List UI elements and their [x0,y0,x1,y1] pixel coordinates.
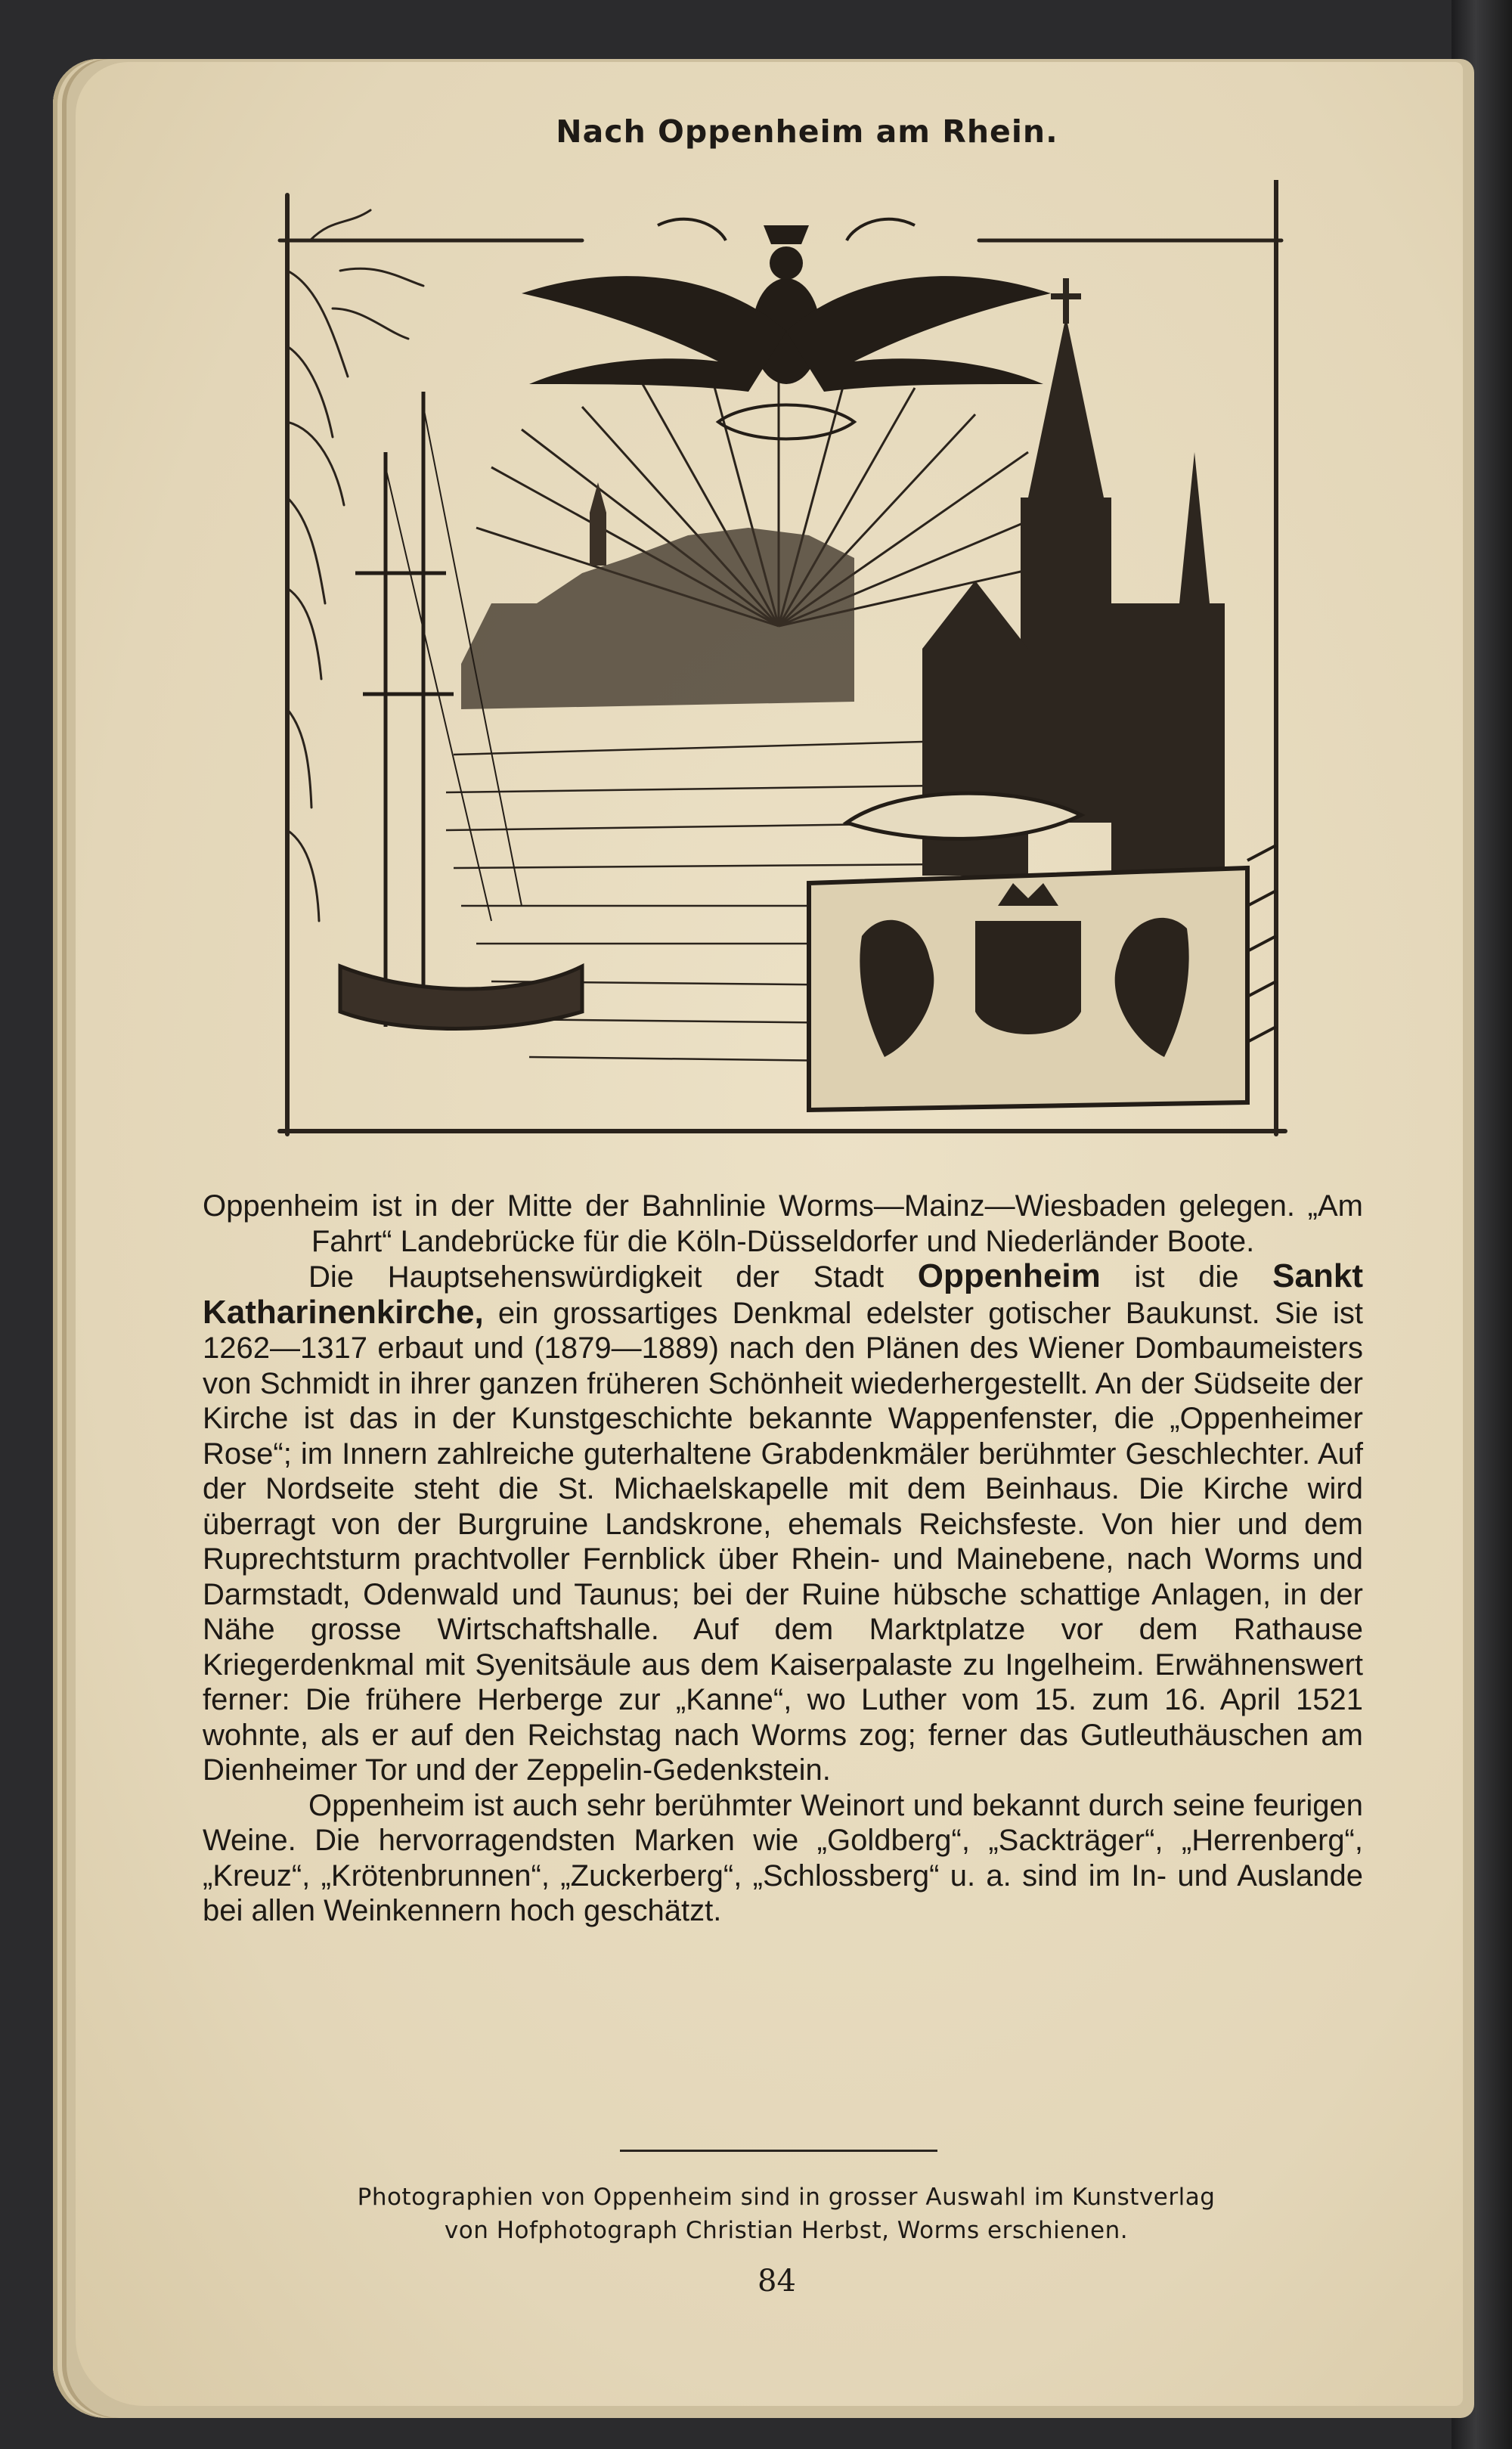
credit-line-2: von Hofphotograph Christian Herbst, Worms erschienen. [444,2217,1129,2244]
paragraph-katharinenkirche [203,1259,1363,1788]
p2-body: ein grossartiges Denkmal edelster gotischer Baukunst. Sie ist 1262—1317 erbaut und (1879—1889) nach den Plänen des Wiener Dombaumeisters von Schmidt in ihrer ganzen früheren Schönheit wiederhergestellt. An der Südseite der Kirche ist das in der Kunstgeschichte bekannte Wappenfenster, die „Oppenheimer Rose“; im Innern zahlreiche guterhaltene Grabdenkmäler berühmter Geschlechter. Auf der Nordseite steht die St. Michaelskapelle mit dem Beinhaus. Die Kirche wird überragt von der Burgruine Landskrone, ehemals Reichsfeste. Von hier und dem Ruprechtsturm prachtvoller Fernblick über Rhein- und Mainebene, nach Worms und Darmstadt, Odenwald und Taunus; bei der Ruine hübsche schattige Anlagen, in der Nähe grosse Wirtschaftshalle. Auf dem Marktplatze vor dem Rathause Kriegerdenkmal mit Syenitsäule aus dem Kaiserpalaste zu Ingelheim. Erwähnenswert ferner: Die frühere Herberge zur „Kanne“, wo Luther vom 15. zum 16. April 1521 wohnte, als er auf den Reichstag nach Worms zog; ferner das Gutleuthäuschen am Dienheimer Tor und der Zeppelin-Gedenkstein. [203,1296,1363,1787]
paragraph-wine: Oppenheim ist auch sehr berühmter Weinort und bekannt durch seine feurigen Weine. Die hervorragendsten Marken wie „Goldberg“, „Sackträger“, „Herrenberg“, „Kreuz“, „Krötenbrunnen“, „Zuckerberg“, „Schlossberg“ u. a. sind im In- und Auslande bei allen Weinkennern hoch geschätzt. [203,1788,1363,1927]
article-text [203,1189,1363,1929]
running-head: Nach Oppenheim am Rhein. [556,113,1058,150]
page-number: 84 [758,2264,796,2299]
oppenheim-illustration [265,180,1297,1144]
paragraph-location: Oppenheim ist in der Mitte der Bahnlinie Worms—Mainz—Wiesbaden gelegen. „Am Fahrt“ Landebrücke für die Köln-Düsseldorfer und Niederländer Boote. [203,1189,1363,1258]
p2-sankt-katharinenkirche: Sankt Katharinenkirche, [203,1257,1363,1331]
credit-line-1: Photographien von Oppenheim sind in grosser Auswahl im Kunstverlag [357,2184,1216,2211]
p2-oppenheim: Oppenheim [917,1257,1101,1294]
p2-ist-die: ist die [1100,1260,1273,1294]
divider-rule [620,2150,937,2152]
photo-credit [249,2181,1323,2247]
p2-lead: Die Hauptsehenswürdigkeit der Stadt [308,1260,918,1294]
